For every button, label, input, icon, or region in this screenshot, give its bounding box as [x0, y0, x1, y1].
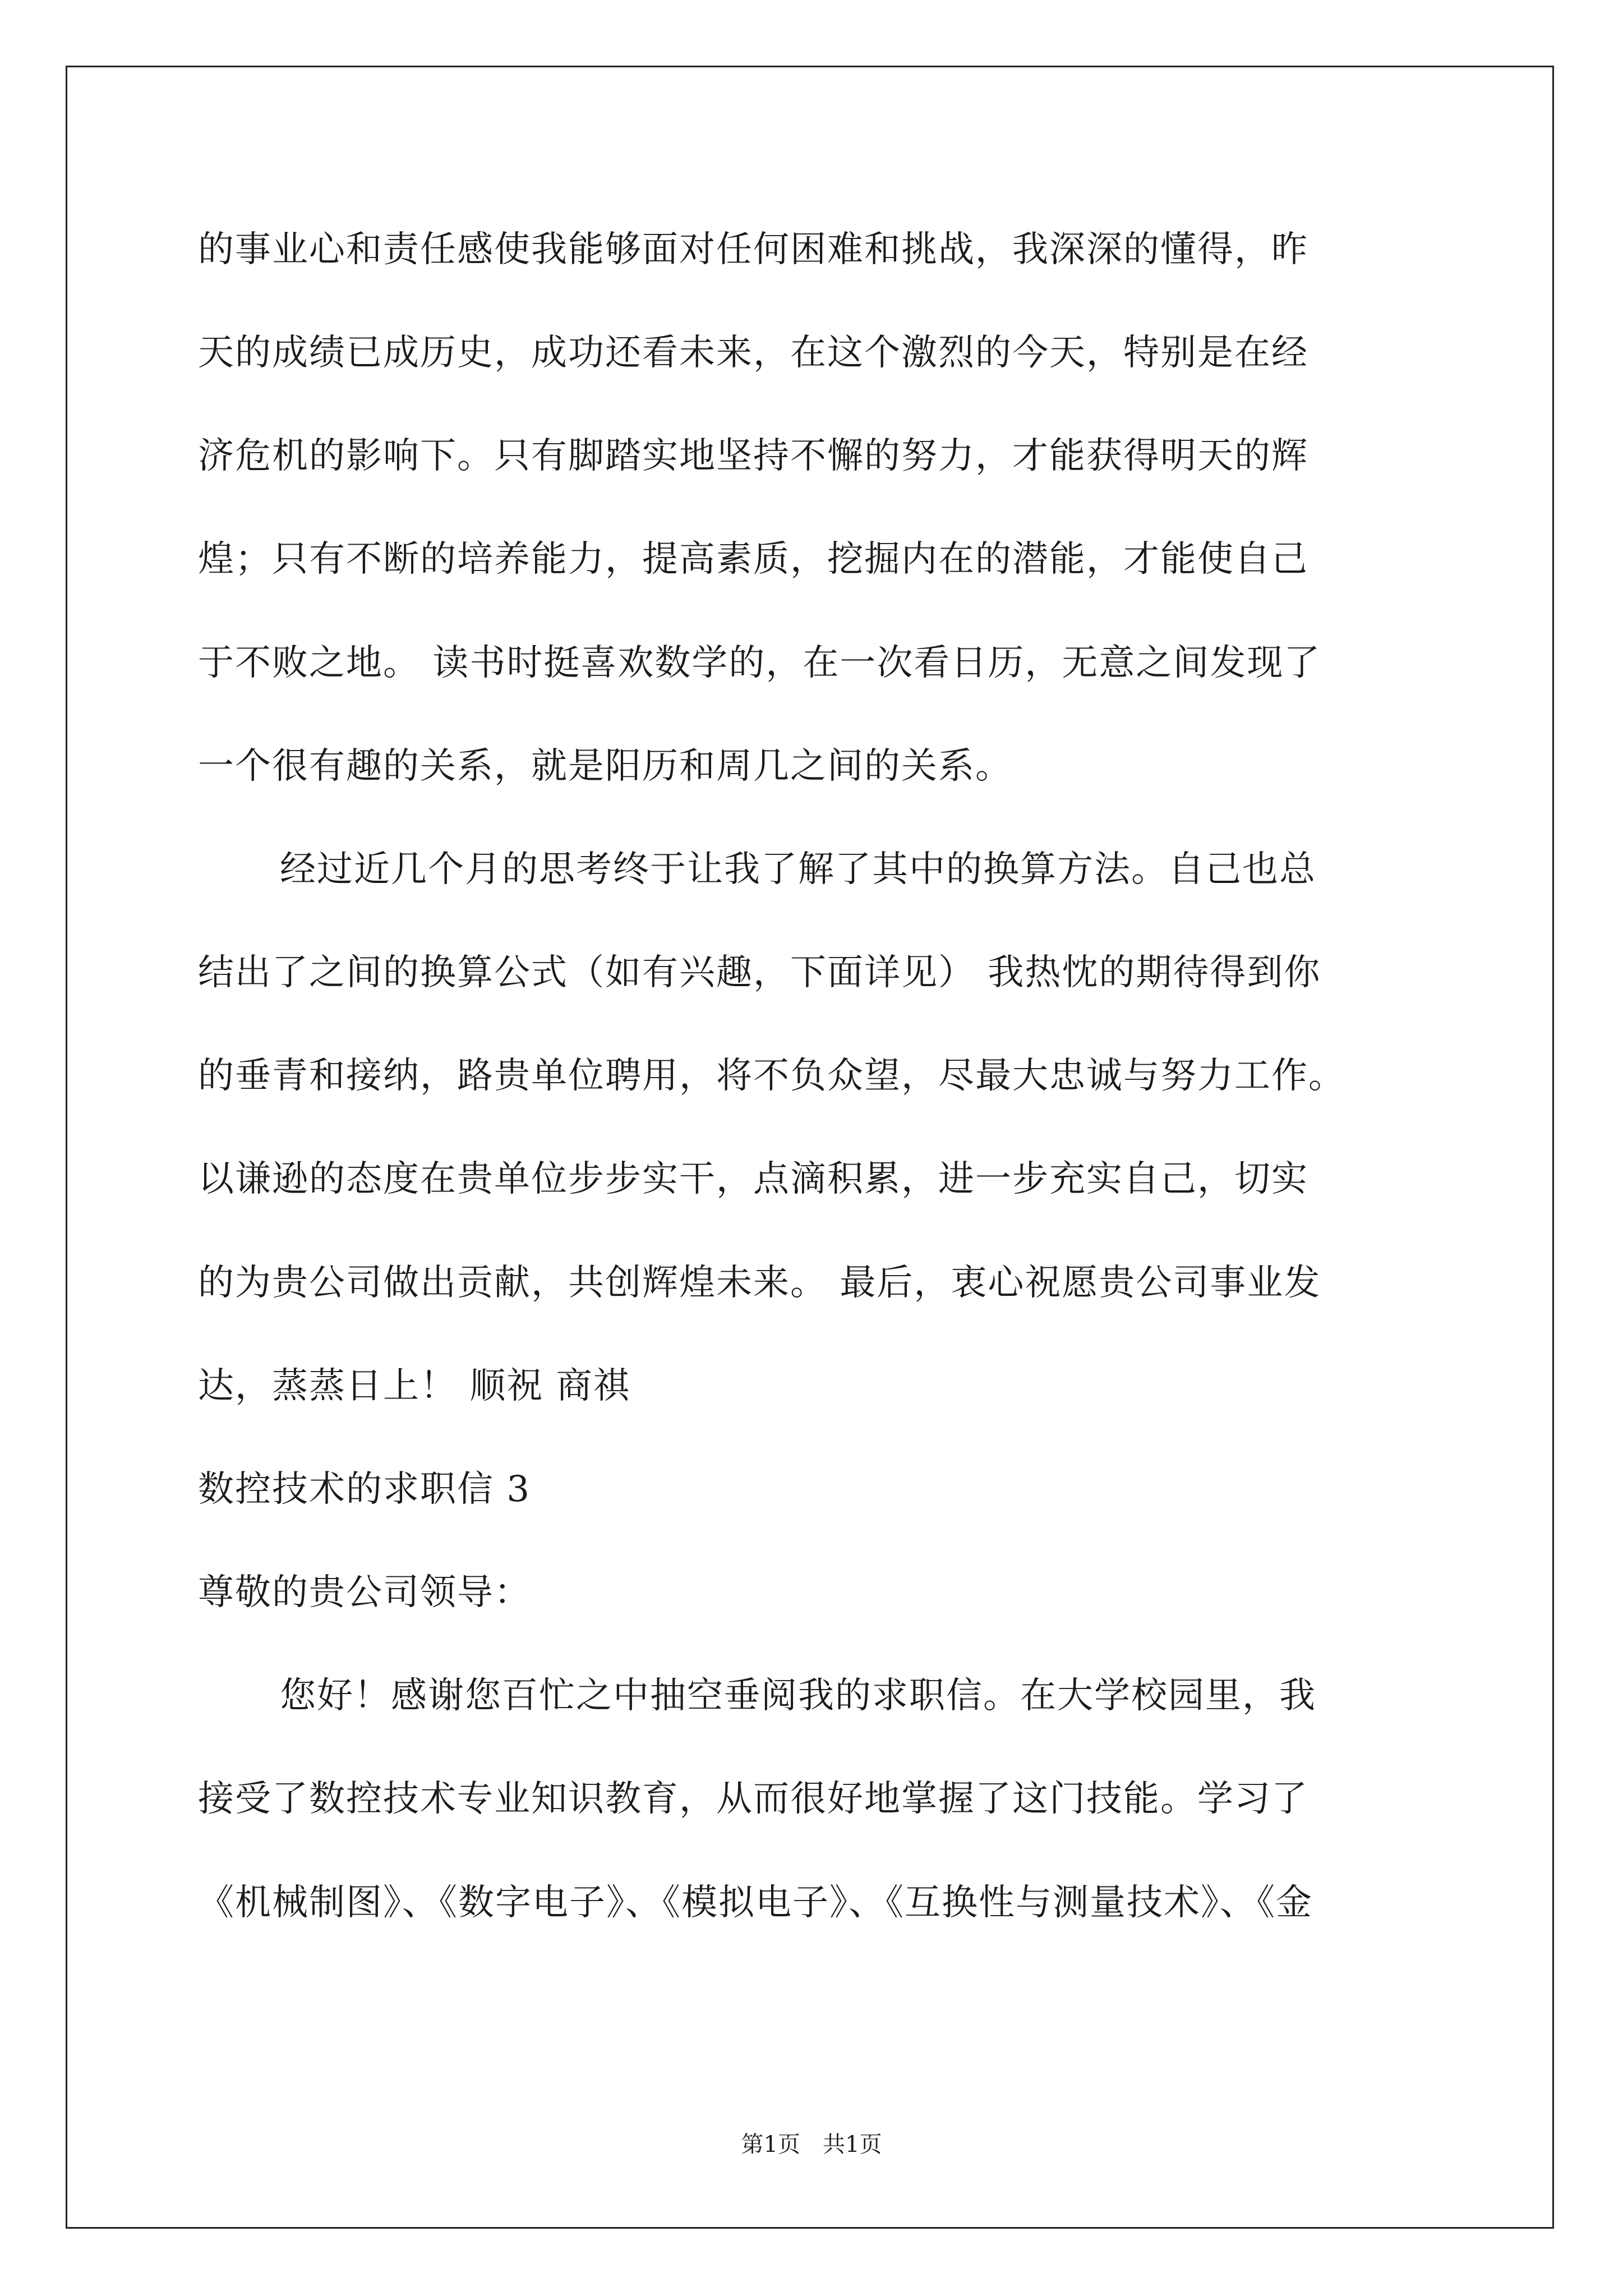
body-text-line: 于不败之地。 读书时挺喜欢数学的，在一次看日历，无意之间发现了 [198, 642, 1321, 684]
body-text-line: 结出了之间的换算公式（如有兴趣，下面详见） 我热忱的期待得到你 [198, 952, 1321, 993]
page-number: 第1页 [741, 2132, 800, 2157]
body-text-line: 接受了数控技术专业知识教育，从而很好地掌握了这门技能。学习了 [198, 1778, 1308, 1820]
body-text-line: 以谦逊的态度在贵单位步步实干，点滴积累，进一步充实自己，切实 [198, 1158, 1308, 1200]
salutation: 尊敬的贵公司领导： [198, 1572, 531, 1613]
page-total: 共1页 [823, 2132, 882, 2157]
page-footer [0, 2133, 1623, 2156]
body-text-line: 一个很有趣的关系，就是阳历和周几之间的关系。 [198, 746, 1012, 787]
body-text-line: 济危机的影响下。只有脚踏实地坚持不懈的努力，才能获得明天的辉 [198, 435, 1308, 477]
body-text-line: 煌；只有不断的培养能力，提高素质，挖掘内在的潜能，才能使自己 [198, 539, 1308, 580]
paragraph-first-line: 您好！感谢您百忙之中抽空垂阅我的求职信。在大学校园里，我 [280, 1675, 1316, 1717]
body-text-line: 达，蒸蒸日上！ 顺祝 商祺 [198, 1365, 630, 1407]
body-text-line: 的事业心和责任感使我能够面对任何困难和挑战，我深深的懂得，昨 [198, 229, 1308, 270]
body-text-line: 的垂青和接纳，路贵单位聘用，将不负众望，尽最大忠诚与努力工作。 [198, 1055, 1345, 1097]
paragraph-first-line: 经过近几个月的思考终于让我了解了其中的换算方法。自己也总 [280, 849, 1316, 890]
section-title: 数控技术的求职信 3 [198, 1469, 531, 1510]
body-text-line: 《机械制图》、《数字电子》、《模拟电子》、《互换性与测量技术》、《金 [198, 1882, 1313, 1924]
body-text-line: 的为贵公司做出贡献，共创辉煌未来。 最后，衷心祝愿贵公司事业发 [198, 1262, 1321, 1304]
body-text-line: 天的成绩已成历史，成功还看未来，在这个激烈的今天，特别是在经 [198, 332, 1308, 374]
